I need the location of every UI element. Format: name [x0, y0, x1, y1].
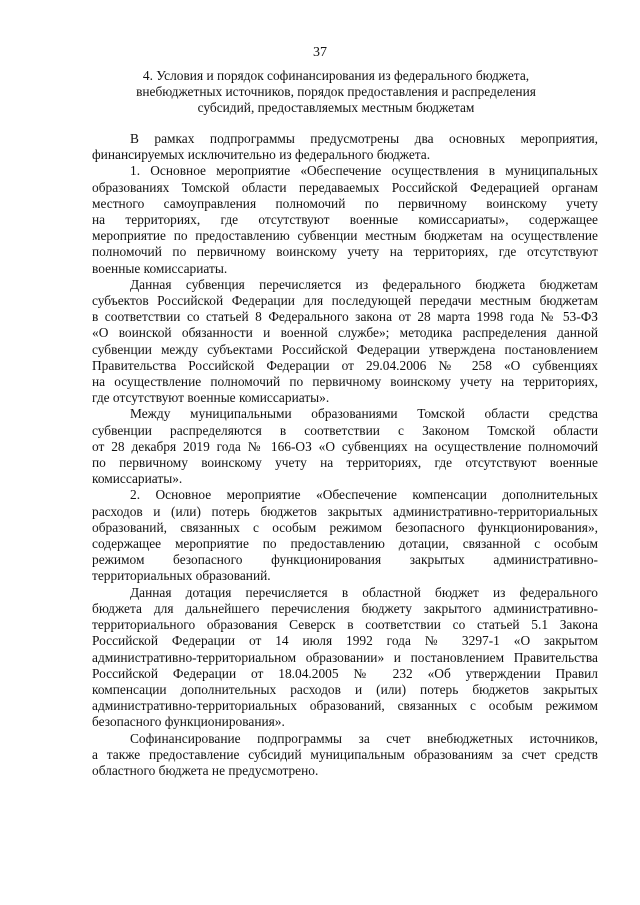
paragraph-line: режимом безопасного функционирования закрытых административно- — [92, 552, 598, 568]
paragraph-line: административно-территориальном образовании» и постановлением Правительства — [92, 649, 598, 665]
paragraph — [92, 277, 598, 407]
paragraph-line: компенсации дополнительных расходов и (или) потерь бюджетов закрытых — [92, 681, 598, 697]
paragraph-line: Правительства Российской Федерации от 29.04.2006 № 258 «О субвенциях — [92, 357, 598, 373]
paragraph — [92, 406, 598, 487]
paragraph-line: полномочий по первичному воинскому учету на территориях, где отсутствуют — [92, 244, 598, 260]
paragraph-line: субвенции между субъектами Российской Федерации утверждена постановлением — [92, 341, 598, 357]
paragraph-line: военные комиссариаты. — [92, 260, 228, 276]
paragraph — [92, 131, 598, 163]
page-number: 37 — [313, 45, 327, 60]
paragraph-line: Российской Федерации от 14 июля 1992 года № 3297-1 «О закрытом — [92, 633, 598, 649]
paragraph-line: от 28 декабря 2019 года № 166-ОЗ «О субвенциях на осуществление полномочий — [92, 438, 598, 454]
paragraph-line: местного самоуправления полномочий по первичному воинскому учету — [92, 195, 598, 211]
section-heading-line: внебюджетных источников, порядок предоставления и распределения — [136, 84, 536, 100]
paragraph-line: Между муниципальными образованиями Томской области средства — [130, 406, 598, 422]
paragraph-line: образований, связанных с особым режимом безопасного функционирования», — [92, 519, 598, 535]
paragraph-line: Российской Федерации от 18.04.2005 № 232 «Об утверждении Правил — [92, 665, 598, 681]
paragraph-line: в соответствии со статьей 8 Федерального закона от 28 марта 1998 года № 53-ФЗ — [92, 309, 598, 325]
paragraph-line: безопасного функционирования». — [92, 714, 285, 730]
paragraph-line: территориальных образований. — [92, 568, 271, 584]
paragraph-line: на территориях, где отсутствуют военные комиссариаты», содержащее — [92, 212, 598, 228]
paragraph-line: на осуществление полномочий по первичному воинскому учету на территориях, — [92, 374, 598, 390]
paragraph-line: 2. Основное мероприятие «Обеспечение компенсации дополнительных — [130, 487, 598, 503]
paragraph-line: Софинансирование подпрограммы за счет внебюджетных источников, — [130, 730, 598, 746]
paragraph-line: Данная дотация перечисляется в областной бюджет из федерального — [130, 584, 598, 600]
paragraph-line: где отсутствуют военные комиссариаты». — [92, 390, 330, 406]
paragraph-line: бюджета для дальнейшего перечисления бюджету закрытого административно- — [92, 600, 598, 616]
section-heading-line: 4. Условия и порядок софинансирования из федерального бюджета, — [142, 68, 530, 83]
body-text — [92, 131, 598, 779]
paragraph-line: финансируемых исключительно из федерального бюджета. — [92, 147, 431, 163]
paragraph-line: Данная субвенция перечисляется из федерального бюджета бюджетам — [130, 276, 598, 292]
paragraph — [92, 585, 598, 731]
paragraph-line: а также предоставление субсидий муниципальным образованиям за счет средств — [92, 746, 598, 762]
paragraph-line: областного бюджета не предусмотрено. — [92, 762, 319, 778]
paragraph-line: «О воинской обязанности и военной службе»; методика распределения данной — [92, 325, 598, 341]
paragraph-line: образованиях Томской области передаваемых Российской Федерацией органам — [92, 179, 598, 195]
section-heading-line: субсидий, предоставляемых местным бюджетам — [197, 100, 475, 116]
paragraph — [92, 731, 598, 780]
paragraph-line: субвенции распределяются в соответствии с Законом Томской области — [92, 422, 598, 438]
paragraph-line: В рамках подпрограммы предусмотрены два основных мероприятия, — [130, 131, 598, 146]
paragraph-line: содержащее мероприятие по предоставлению дотации, связанной с особым — [92, 536, 598, 552]
paragraph-line: субъектов Российской Федерации для последующей передачи местным бюджетам — [92, 293, 598, 309]
paragraph-line: административно-территориальных образований, связанных с особым режимом — [92, 698, 598, 714]
paragraph — [92, 163, 598, 276]
paragraph-line: 1. Основное мероприятие «Обеспечение осуществления в муниципальных — [130, 163, 598, 179]
paragraph-line: комиссариаты». — [92, 471, 183, 487]
section-heading — [92, 68, 580, 117]
paragraph — [92, 487, 598, 584]
paragraph-line: расходов и (или) потерь бюджетов закрытых административно-территориальных — [92, 503, 598, 519]
paragraph-line: мероприятие по предоставлению субвенции местным бюджетам на осуществление — [92, 228, 598, 244]
paragraph-line: территориального образования Северск в соответствии со статьей 5.1 Закона — [92, 617, 598, 633]
paragraph-line: по первичному воинскому учету на территориях, где отсутствуют военные — [92, 455, 598, 471]
